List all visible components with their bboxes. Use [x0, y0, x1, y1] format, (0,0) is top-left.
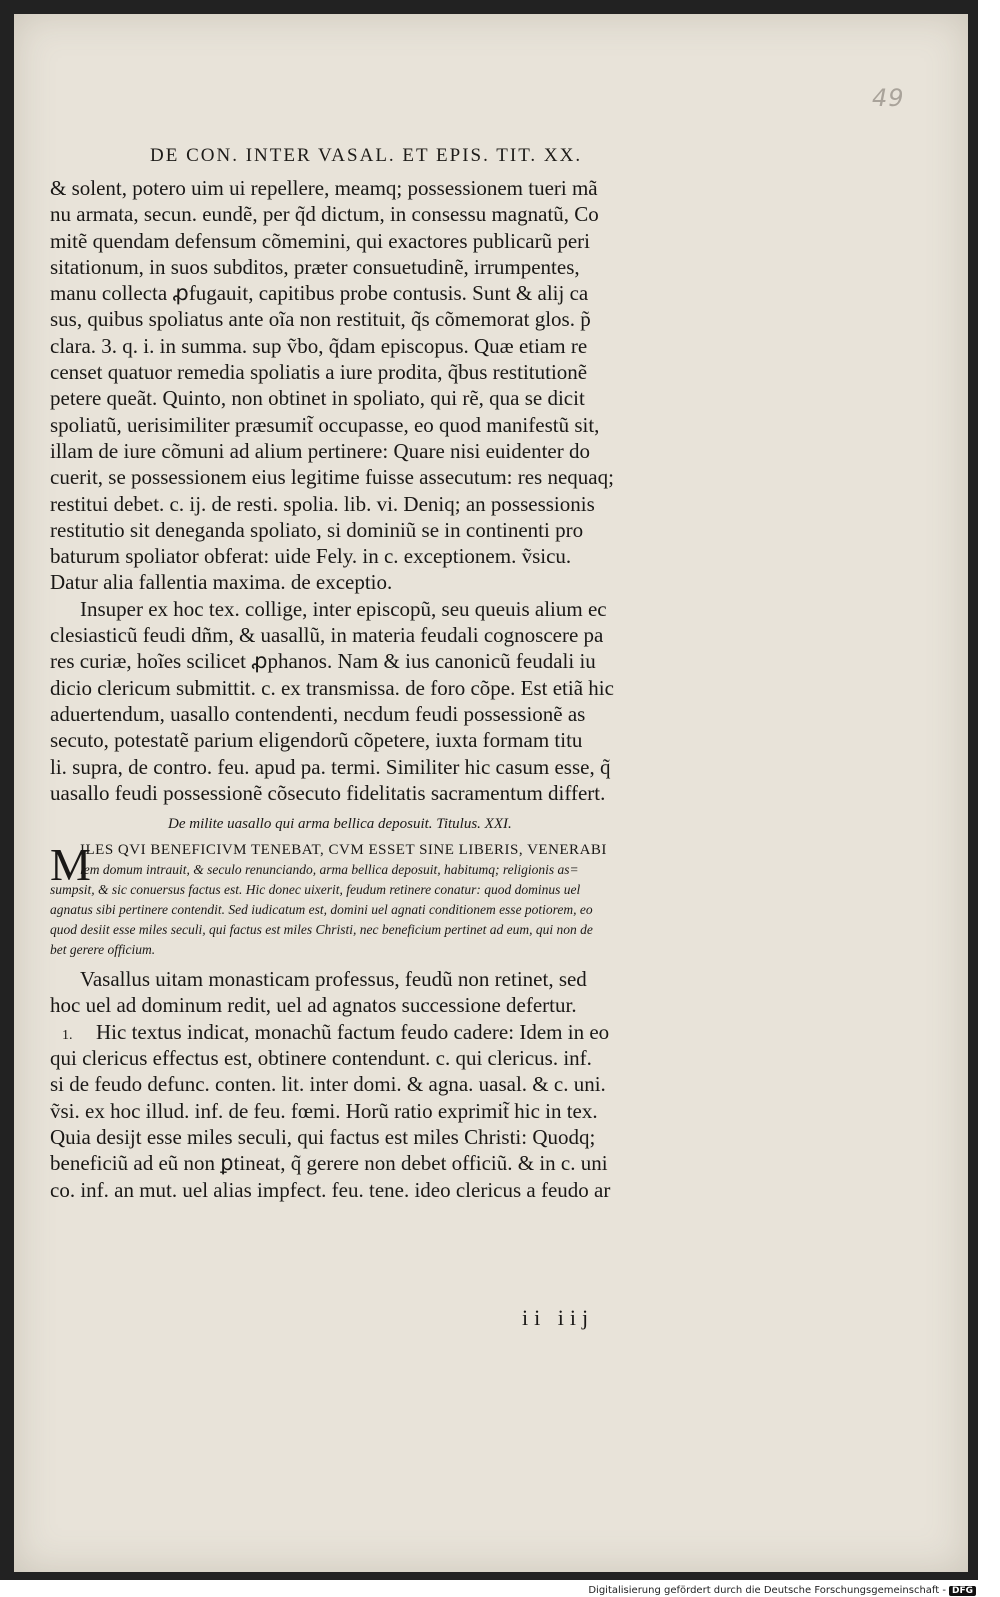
text-line: Vasallus uitam monasticam professus, feudũ non retinet, sed	[80, 967, 587, 992]
text-line: nu armata, secun. eundẽ, per q̃d dictum, in consessu magnatũ, Co	[50, 202, 599, 227]
text-line: clara. 3. q. i. in summa. sup ṽbo, q̃dam episcopus. Quæ etiam re	[50, 333, 588, 358]
text-line: petere queãt. Quinto, non obtinet in spoliato, qui rẽ, qua se dicit	[50, 386, 585, 411]
title-xxi: De milite uasallo qui arma bellica deposuit. Titulus. XXI.	[168, 816, 512, 833]
text-line: res curiæ, hoĩes scilicet ꝓphanos. Nam & ius canonicũ feudali iu	[50, 649, 596, 674]
text-line: censet quatuor remedia spoliatis a iure prodita, q̃bus restitutionẽ	[50, 360, 588, 385]
text-line: dicio clericum submittit. c. ex transmissa. de foro cõpe. Est etiã hic	[50, 675, 614, 700]
lemma-block	[50, 840, 730, 960]
text-line: Datur alia fallentia maxima. de exceptio.	[50, 570, 393, 595]
text-line: spoliatũ, uerisimiliter præsumit̃ occupasse, eo quod manifestũ sit,	[50, 412, 600, 437]
text-line: sus, quibus spoliatus ante oĩa non restituit, q̃s cõmemorat glos. p̃	[50, 307, 591, 332]
commentary-first-line: Hic textus indicat, monachũ factum feudo cadere: Idem in eo	[96, 1019, 610, 1044]
lemma-line: agnatus sibi pertinere contendit. Sed iudicatum est, domini uel agnati conditionem esse potiorem, eo	[50, 902, 593, 918]
drop-capital: M	[50, 839, 91, 891]
digitization-credit	[588, 1585, 976, 1596]
text-line: hoc uel ad dominum redit, uel ad agnatos successione defertur.	[50, 993, 577, 1018]
lemma-first-line: ILES QVI BENEFICIVM TENEBAT, CVM ESSET SINE LIBERIS, VENERABI	[80, 842, 607, 859]
lemma-line: sumpsit, & sic conuersus factus est. Hic donec uixerit, feudum retinere conatur: quod dominus uel	[50, 882, 581, 898]
lemma-line: bet gerere officium.	[50, 942, 156, 958]
commentary	[50, 1019, 730, 1203]
running-head: DE CON. INTER VASAL. ET EPIS. TIT. XX.	[150, 145, 583, 166]
text-line: ṽsi. ex hoc illud. inf. de feu. fœmi. Horũ ratio exprimit̃ hic in tex.	[50, 1098, 598, 1123]
text-line: restitutio sit deneganda spoliato, si dominiũ se in continenti pro	[50, 517, 584, 542]
text-line: Insuper ex hoc tex. collige, inter episcopũ, seu queuis alium ec	[80, 596, 607, 621]
paragraph-number: 1.	[62, 1027, 73, 1043]
folio-number: 49	[872, 84, 905, 112]
text-line: clesiasticũ feudi dñm, & uasallũ, in materia feudali cognoscere pa	[50, 623, 604, 648]
text-line: sitationum, in suos subditos, præter consuetudinẽ, irrumpentes,	[50, 254, 580, 279]
text-line: baturum spoliator obferat: uide Fely. in c. exceptionem. ṽsicu.	[50, 544, 572, 569]
text-line: si de feudo defunc. conten. lit. inter domi. & agna. uasal. & c. uni.	[50, 1072, 606, 1097]
text-line: & solent, potero uim ui repellere, meamq; possessionem tueri mã	[50, 176, 598, 200]
dfg-logo: DFG	[949, 1586, 976, 1596]
text-line: aduertendum, uasallo contendenti, necdum feudi possessionẽ as	[50, 701, 586, 726]
credit-text: Digitalisierung gefördert durch die Deutsche Forschungsgemeinschaft -	[588, 1585, 946, 1596]
signature-mark: ii iij	[522, 1305, 595, 1330]
text-line: Quia desijt esse miles seculi, qui factus est miles Christi: Quodq;	[50, 1124, 596, 1149]
text-line	[50, 1019, 730, 1045]
text-line: beneficiũ ad eũ non ꝑtineat, q̃ gerere non debet officiũ. & in c. uni	[50, 1151, 608, 1176]
text-line: li. supra, de contro. feu. apud pa. termi. Similiter hic casum esse, q̃	[50, 754, 611, 779]
text-line: cuerit, se possessionem eius legitime fuisse assecutum: res nequaq;	[50, 465, 614, 490]
text-block	[50, 175, 730, 1203]
text-line: mitẽ quendam defensum cõmemini, qui exactores publicarũ peri	[50, 228, 590, 253]
text-line: uasallo feudi possessionẽ cõsecuto fidelitatis sacramentum differt.	[50, 780, 606, 805]
text-line: manu collecta ꝓfugauit, capitibus probe contusis. Sunt & alij ca	[50, 281, 589, 306]
text-line: illam de iure cõmuni ad alium pertinere: Quare nisi euidenter do	[50, 438, 590, 463]
text-line: co. inf. an mut. uel alias impfect. feu. tene. ideo clericus a feudo ar	[50, 1177, 611, 1202]
text-line: secuto, potestatẽ parium eligendorũ cõpetere, iuxta formam titu	[50, 728, 583, 753]
paragraph-2	[50, 596, 730, 806]
lemma-line: quod desiit esse miles seculi, qui factus est miles Christi, nec beneficium pertinet ad eum, qui non de	[50, 922, 593, 938]
text-line: qui clericus effectus est, obtinere contendunt. c. qui clericus. inf.	[50, 1046, 592, 1071]
summary	[50, 966, 730, 1019]
text-line: restitui debet. c. ij. de resti. spolia. lib. vi. Deniq; an possessionis	[50, 491, 595, 516]
paragraph-1	[50, 175, 730, 596]
lemma-line: lem domum intrauit, & seculo renunciando, arma bellica deposuit, habitumq; religionis as=	[80, 862, 579, 878]
